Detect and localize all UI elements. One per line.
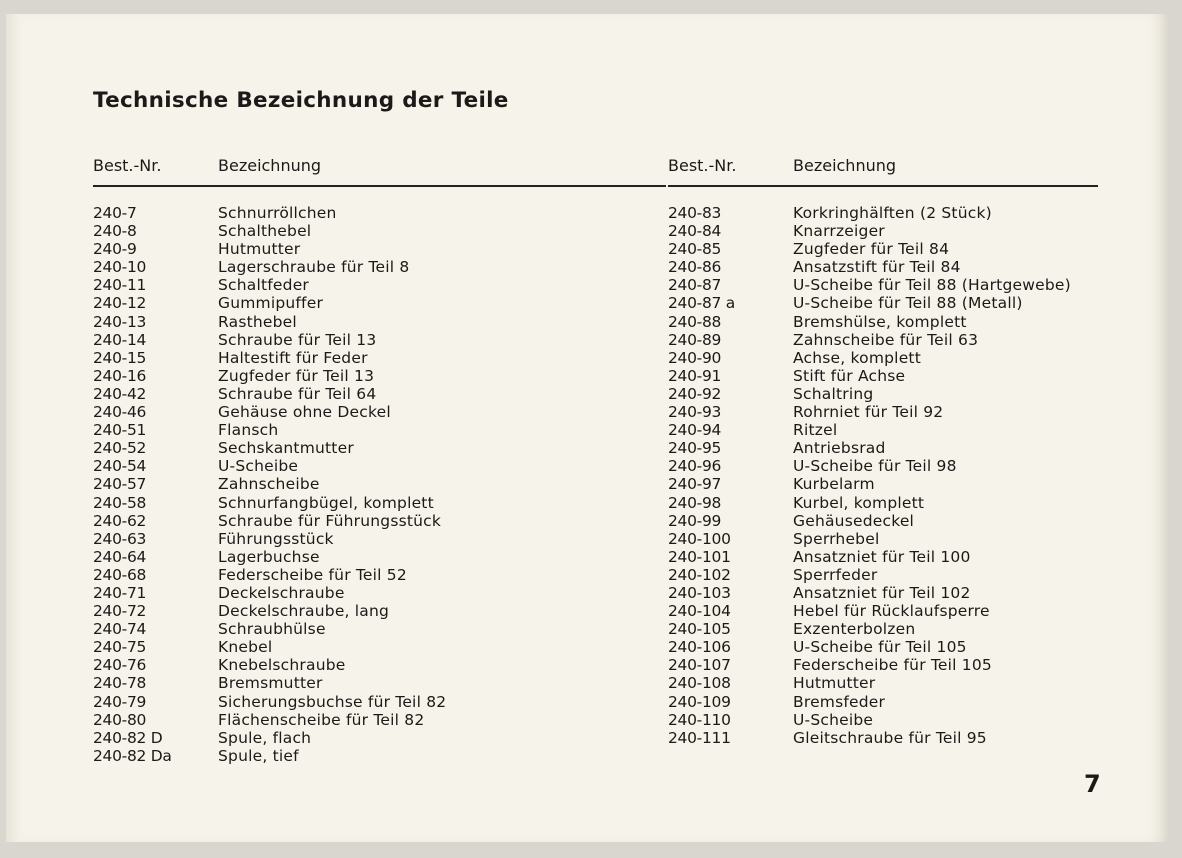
part-description: Zahnscheibe für Teil 63 [793, 330, 979, 349]
part-description: Knarrzeiger [793, 222, 885, 241]
list-item [668, 475, 1108, 493]
list-item [668, 494, 1108, 512]
part-description: Schnurröllchen [218, 204, 337, 222]
list-item [668, 566, 1108, 584]
part-number: 240-105 [668, 620, 731, 639]
part-description: Ansatzstift für Teil 84 [793, 258, 961, 277]
list-item [93, 711, 543, 729]
list-item [668, 656, 1108, 674]
part-description: Korkringhälften (2 Stück) [793, 204, 992, 222]
list-item [93, 204, 543, 222]
part-number: 240-109 [668, 692, 731, 711]
part-number: 240-8 [93, 222, 137, 241]
part-number: 240-97 [668, 475, 722, 494]
part-description: Ritzel [793, 421, 838, 440]
part-description: Bremsmutter [218, 674, 323, 693]
list-item [668, 204, 1108, 222]
list-item [93, 656, 543, 674]
part-description: Gleitschraube für Teil 95 [793, 728, 987, 747]
part-description: Schraube für Führungsstück [218, 511, 442, 530]
part-description: Achse, komplett [793, 348, 921, 367]
list-item [93, 276, 543, 294]
part-number: 240-102 [668, 565, 731, 584]
part-number: 240-111 [668, 728, 731, 747]
part-description: Sperrhebel [793, 529, 880, 548]
list-item [93, 674, 543, 692]
part-number: 240-90 [668, 348, 722, 367]
list-item [93, 240, 543, 258]
part-number: 240-76 [93, 656, 147, 675]
list-item [668, 349, 1108, 367]
part-number: 240-57 [93, 475, 147, 494]
part-number: 240-42 [93, 384, 147, 403]
list-item [668, 385, 1108, 403]
part-number: 240-107 [668, 656, 731, 675]
list-item [93, 349, 543, 367]
list-item [93, 331, 543, 349]
list-item [93, 258, 543, 276]
part-description: Lagerbuchse [218, 547, 320, 566]
part-number: 240-13 [93, 312, 147, 331]
part-number: 240-83 [668, 204, 722, 222]
parts-list-left [93, 204, 543, 765]
part-description: Kurbel, komplett [793, 493, 925, 512]
part-number: 240-51 [93, 421, 147, 440]
page-fold-shadow [6, 14, 22, 842]
list-item [668, 313, 1108, 331]
list-item [93, 620, 543, 638]
part-number: 240-75 [93, 638, 147, 657]
part-number: 240-87 [668, 276, 722, 295]
part-description: Ansatzniet für Teil 100 [793, 547, 971, 566]
list-item [668, 674, 1108, 692]
list-item [93, 385, 543, 403]
list-item [668, 403, 1108, 421]
part-description: Exzenterbolzen [793, 620, 916, 639]
part-number: 240-103 [668, 583, 731, 602]
list-item [93, 566, 543, 584]
part-number: 240-11 [93, 276, 147, 295]
part-description: Sicherungsbuchse für Teil 82 [218, 692, 447, 711]
part-number: 240-15 [93, 348, 147, 367]
list-item [93, 439, 543, 457]
part-number: 240-86 [668, 258, 722, 277]
part-description: Führungsstück [218, 529, 334, 548]
part-number: 240-79 [93, 692, 147, 711]
part-number: 240-101 [668, 547, 731, 566]
part-description: Schnurfangbügel, komplett [218, 493, 434, 512]
part-description: Deckelschraube [218, 583, 345, 602]
list-item [93, 693, 543, 711]
list-item [668, 620, 1108, 638]
column-header-nr-right: Best.-Nr. [668, 156, 737, 175]
list-item [668, 512, 1108, 530]
list-item [668, 439, 1108, 457]
part-number: 240-85 [668, 240, 722, 259]
list-item [668, 638, 1108, 656]
part-number: 240-87 a [668, 294, 735, 313]
part-number: 240-64 [93, 547, 147, 566]
part-description: Rohrniet für Teil 92 [793, 403, 944, 422]
part-description: Bremshülse, komplett [793, 312, 967, 331]
part-number: 240-94 [668, 421, 722, 440]
part-number: 240-14 [93, 330, 147, 349]
part-description: Gehäuse ohne Deckel [218, 403, 391, 422]
page-number: 7 [1084, 770, 1101, 798]
part-number: 240-108 [668, 674, 731, 693]
list-item [93, 222, 543, 240]
part-description: Sperrfeder [793, 565, 878, 584]
list-item [93, 584, 543, 602]
part-number: 240-89 [668, 330, 722, 349]
part-description: Antriebsrad [793, 439, 886, 458]
part-description: Spule, flach [218, 728, 312, 747]
list-item [93, 638, 543, 656]
list-item [668, 240, 1108, 258]
list-item [668, 729, 1108, 747]
list-item [668, 693, 1108, 711]
list-item [93, 475, 543, 493]
part-description: Flansch [218, 421, 279, 440]
part-number: 240-88 [668, 312, 722, 331]
list-item [668, 294, 1108, 312]
list-item [93, 512, 543, 530]
part-description: Kurbelarm [793, 475, 875, 494]
part-number: 240-82 D [93, 728, 163, 747]
part-number: 240-68 [93, 565, 147, 584]
part-number: 240-10 [93, 258, 147, 277]
part-number: 240-46 [93, 403, 147, 422]
list-item [668, 548, 1108, 566]
part-description: Schaltfeder [218, 276, 310, 295]
part-description: Hutmutter [793, 674, 876, 693]
part-description: Rasthebel [218, 312, 297, 331]
part-description: U-Scheibe für Teil 98 [793, 457, 957, 476]
part-description: Hutmutter [218, 240, 301, 259]
part-description: U-Scheibe [793, 710, 874, 729]
part-description: Schraubhülse [218, 620, 326, 639]
list-item [93, 313, 543, 331]
list-item [668, 457, 1108, 475]
part-description: Schraube für Teil 13 [218, 330, 377, 349]
part-description: Stift für Achse [793, 366, 906, 385]
part-number: 240-99 [668, 511, 722, 530]
part-description: Gehäusedeckel [793, 511, 915, 530]
list-item [93, 602, 543, 620]
page-title: Technische Bezeichnung der Teile [93, 88, 509, 113]
part-description: U-Scheibe für Teil 88 (Metall) [793, 294, 1023, 313]
part-number: 240-100 [668, 529, 731, 548]
part-number: 240-95 [668, 439, 722, 458]
part-description: Haltestift für Feder [218, 348, 368, 367]
part-description: Schaltring [793, 384, 874, 403]
part-description: Ansatzniet für Teil 102 [793, 583, 971, 602]
part-number: 240-62 [93, 511, 147, 530]
column-header-bezeichnung-left: Bezeichnung [218, 156, 322, 175]
part-number: 240-106 [668, 638, 731, 657]
list-item [668, 258, 1108, 276]
part-description: Flächenscheibe für Teil 82 [218, 710, 425, 729]
part-description: Federscheibe für Teil 52 [218, 565, 407, 584]
header-rule-right [668, 185, 1098, 187]
part-description: Hebel für Rücklaufsperre [793, 602, 990, 621]
part-number: 240-58 [93, 493, 147, 512]
part-number: 240-104 [668, 602, 731, 621]
list-item [93, 494, 543, 512]
part-number: 240-7 [93, 204, 137, 222]
part-number: 240-80 [93, 710, 147, 729]
part-description: Federscheibe für Teil 105 [793, 656, 992, 675]
part-number: 240-98 [668, 493, 722, 512]
list-item [668, 530, 1108, 548]
part-number: 240-78 [93, 674, 147, 693]
part-number: 240-16 [93, 366, 147, 385]
part-description: Knebelschraube [218, 656, 346, 675]
list-item [668, 331, 1108, 349]
list-item [93, 421, 543, 439]
list-item [668, 222, 1108, 240]
part-description: Knebel [218, 638, 273, 657]
list-item [668, 367, 1108, 385]
part-description: U-Scheibe [218, 457, 299, 476]
part-number: 240-63 [93, 529, 147, 548]
list-item [93, 548, 543, 566]
list-item [93, 747, 543, 765]
part-description: Zahnscheibe [218, 475, 320, 494]
part-number: 240-72 [93, 602, 147, 621]
part-description: Gummipuffer [218, 294, 324, 313]
column-header-bezeichnung-right: Bezeichnung [793, 156, 897, 175]
document-page [6, 14, 1168, 842]
part-description: Bremsfeder [793, 692, 886, 711]
part-number: 240-84 [668, 222, 722, 241]
part-number: 240-110 [668, 710, 731, 729]
part-number: 240-82 Da [93, 746, 172, 765]
list-item [668, 421, 1108, 439]
part-description: Schraube für Teil 64 [218, 384, 377, 403]
part-number: 240-9 [93, 240, 137, 259]
part-description: Schalthebel [218, 222, 312, 241]
part-number: 240-92 [668, 384, 722, 403]
list-item [668, 711, 1108, 729]
list-item [93, 530, 543, 548]
part-description: Sechskantmutter [218, 439, 354, 458]
part-description: Zugfeder für Teil 84 [793, 240, 950, 259]
part-number: 240-71 [93, 583, 147, 602]
part-number: 240-96 [668, 457, 722, 476]
list-item [668, 584, 1108, 602]
part-number: 240-12 [93, 294, 147, 313]
list-item [668, 602, 1108, 620]
part-number: 240-93 [668, 403, 722, 422]
parts-list-right [668, 204, 1108, 747]
part-number: 240-74 [93, 620, 147, 639]
part-number: 240-54 [93, 457, 147, 476]
part-description: Deckelschraube, lang [218, 602, 390, 621]
part-description: Zugfeder für Teil 13 [218, 366, 375, 385]
part-description: U-Scheibe für Teil 88 (Hartgewebe) [793, 276, 1071, 295]
part-description: U-Scheibe für Teil 105 [793, 638, 967, 657]
part-number: 240-91 [668, 366, 722, 385]
column-header-nr-left: Best.-Nr. [93, 156, 162, 175]
list-item [93, 367, 543, 385]
list-item [93, 457, 543, 475]
part-description: Lagerschraube für Teil 8 [218, 258, 410, 277]
header-rule-left [93, 185, 666, 187]
list-item [668, 276, 1108, 294]
list-item [93, 403, 543, 421]
list-item [93, 294, 543, 312]
part-number: 240-52 [93, 439, 147, 458]
list-item [93, 729, 543, 747]
part-description: Spule, tief [218, 746, 299, 765]
